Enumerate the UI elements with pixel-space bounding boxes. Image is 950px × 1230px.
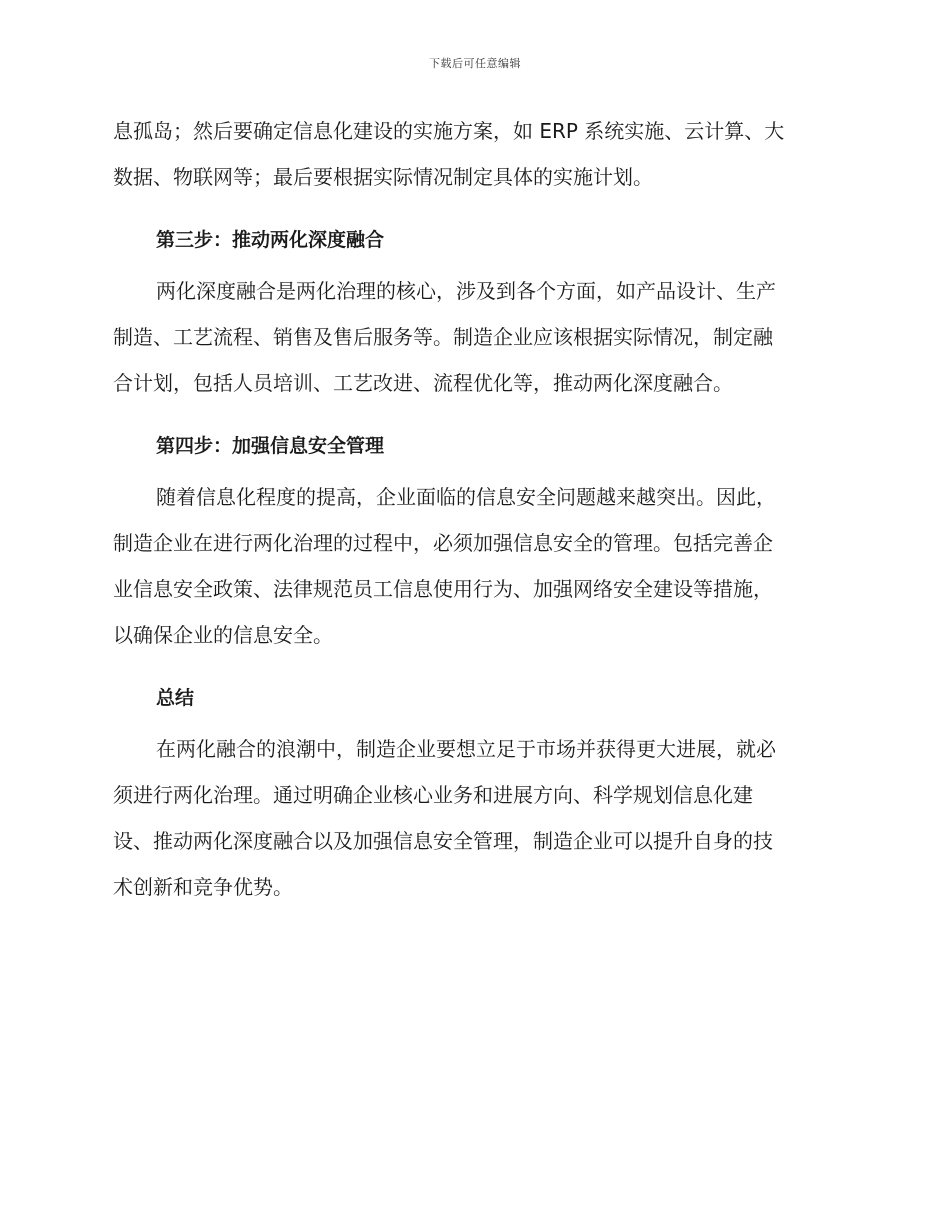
- document-body: [113, 108, 835, 922]
- section-heading-summary: 总结: [156, 687, 195, 709]
- paragraph-line: 须进行两化治理。通过明确企业核心业务和进展方向、科学规划信息化建: [113, 783, 753, 807]
- paragraph-summary: [113, 726, 835, 910]
- paragraph-line: 以确保企业的信息安全。: [113, 623, 333, 647]
- paragraph-information-security: [113, 474, 835, 658]
- page-header: 下载后可任意编辑: [429, 57, 521, 70]
- paragraph-implementation-plan: [113, 108, 835, 200]
- paragraph-line: 在两化融合的浪潮中，制造企业要想立足于市场并获得更大进展，就必: [156, 737, 776, 761]
- paragraph-deep-integration: [113, 268, 835, 406]
- paragraph-line: 制造企业在进行两化治理的过程中，必须加强信息安全的管理。包括完善企: [113, 531, 773, 555]
- paragraph-line: 设、推动两化深度融合以及加强信息安全管理，制造企业可以提升自身的技: [113, 829, 773, 853]
- paragraph-line: 数据、物联网等；最后要根据实际情况制定具体的实施计划。: [113, 165, 653, 189]
- paragraph-line: 随着信息化程度的提高，企业面临的信息安全问题越来越突出。因此，: [156, 485, 776, 509]
- paragraph-line: 两化深度融合是两化治理的核心，涉及到各个方面，如产品设计、生产: [156, 279, 776, 303]
- paragraph-line: 合计划，包括人员培训、工艺改进、流程优化等，推动两化深度融合。: [113, 371, 733, 395]
- paragraph-line: 制造、工艺流程、销售及售后服务等。制造企业应该根据实际情况，制定融: [113, 325, 773, 349]
- section-heading-step-three: 第三步：推动两化深度融合: [156, 229, 385, 251]
- paragraph-line: 业信息安全政策、法律规范员工信息使用行为、加强网络安全建设等措施，: [113, 577, 773, 601]
- paragraph-line: 术创新和竞争优势。: [113, 875, 293, 899]
- section-heading-step-four: 第四步：加强信息安全管理: [156, 435, 385, 457]
- paragraph-line: 息孤岛；然后要确定信息化建设的实施方案，如 ERP 系统实施、云计算、大: [113, 119, 785, 143]
